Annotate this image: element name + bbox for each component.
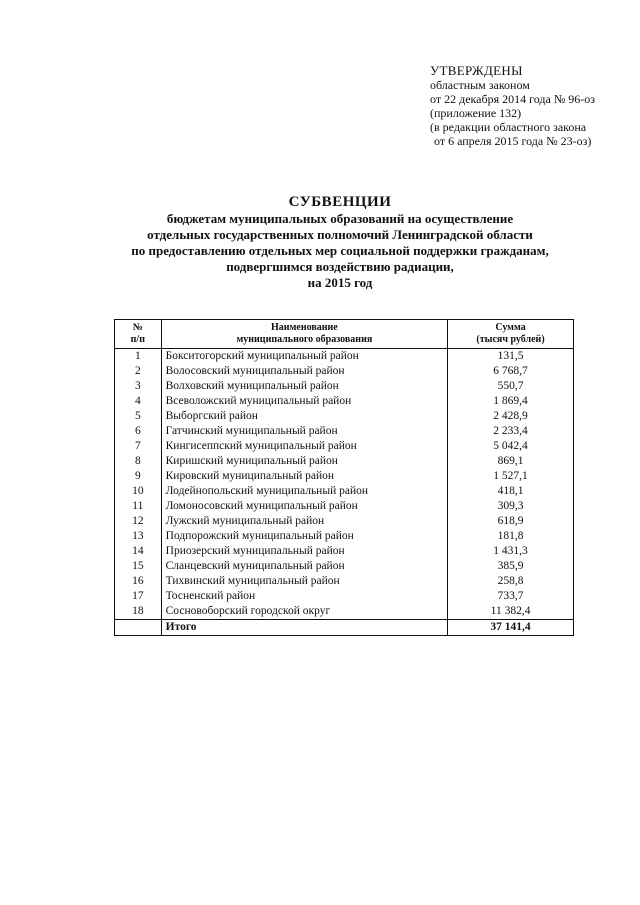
table-row bbox=[115, 529, 574, 544]
cell-num: 8 bbox=[115, 454, 162, 469]
table-row bbox=[115, 454, 574, 469]
cell-num: 11 bbox=[115, 499, 162, 514]
total-num bbox=[115, 620, 162, 636]
table-row bbox=[115, 604, 574, 620]
approval-heading: УТВЕРЖДЕНЫ bbox=[430, 63, 523, 78]
total-label: Итого bbox=[161, 620, 447, 636]
document-title bbox=[60, 193, 620, 291]
cell-name: Приозерский муниципальный район bbox=[161, 544, 447, 559]
cell-name: Тихвинский муниципальный район bbox=[161, 574, 447, 589]
cell-num: 17 bbox=[115, 589, 162, 604]
cell-name: Кингисеппский муниципальный район bbox=[161, 439, 447, 454]
cell-num: 18 bbox=[115, 604, 162, 620]
cell-num: 15 bbox=[115, 559, 162, 574]
subsidies-table bbox=[114, 319, 574, 636]
cell-sum: 618,9 bbox=[448, 514, 574, 529]
cell-name: Сосновоборский городской округ bbox=[161, 604, 447, 620]
total-sum: 37 141,4 bbox=[448, 620, 574, 636]
cell-sum: 131,5 bbox=[448, 349, 574, 365]
cell-num: 16 bbox=[115, 574, 162, 589]
table-row bbox=[115, 484, 574, 499]
cell-sum: 2 428,9 bbox=[448, 409, 574, 424]
table-row bbox=[115, 364, 574, 379]
cell-sum: 1 431,3 bbox=[448, 544, 574, 559]
cell-num: 2 bbox=[115, 364, 162, 379]
table-row bbox=[115, 514, 574, 529]
table-body bbox=[115, 349, 574, 620]
cell-name: Тосненский район bbox=[161, 589, 447, 604]
cell-sum: 5 042,4 bbox=[448, 439, 574, 454]
cell-sum: 385,9 bbox=[448, 559, 574, 574]
cell-sum: 733,7 bbox=[448, 589, 574, 604]
cell-name: Бокситогорский муниципальный район bbox=[161, 349, 447, 365]
cell-sum: 258,8 bbox=[448, 574, 574, 589]
table-row bbox=[115, 499, 574, 514]
cell-num: 10 bbox=[115, 484, 162, 499]
title-line: подвергшимся воздействию радиации, bbox=[226, 259, 454, 274]
cell-name: Гатчинский муниципальный район bbox=[161, 424, 447, 439]
table-row bbox=[115, 559, 574, 574]
approval-line: от 22 декабря 2014 года № 96-оз bbox=[430, 92, 596, 106]
cell-name: Подпорожский муниципальный район bbox=[161, 529, 447, 544]
title-line: по предоставлению отдельных мер социальной поддержки гражданам, bbox=[131, 243, 549, 258]
table-row bbox=[115, 424, 574, 439]
cell-name: Киришский муниципальный район bbox=[161, 454, 447, 469]
cell-num: 5 bbox=[115, 409, 162, 424]
cell-name: Лужский муниципальный район bbox=[161, 514, 447, 529]
cell-num: 9 bbox=[115, 469, 162, 484]
cell-sum: 869,1 bbox=[448, 454, 574, 469]
cell-num: 4 bbox=[115, 394, 162, 409]
approval-line: от 6 апреля 2015 года № 23-оз) bbox=[434, 134, 592, 148]
cell-sum: 1 869,4 bbox=[448, 394, 574, 409]
table-row bbox=[115, 469, 574, 484]
cell-sum: 309,3 bbox=[448, 499, 574, 514]
title-main: СУБВЕНЦИИ bbox=[288, 194, 392, 210]
header-sum: Сумма (тысяч рублей) bbox=[448, 320, 574, 349]
table-row bbox=[115, 544, 574, 559]
table-row bbox=[115, 394, 574, 409]
cell-name: Сланцевский муниципальный район bbox=[161, 559, 447, 574]
cell-sum: 418,1 bbox=[448, 484, 574, 499]
cell-sum: 181,8 bbox=[448, 529, 574, 544]
cell-name: Ломоносовский муниципальный район bbox=[161, 499, 447, 514]
table-header-row bbox=[115, 320, 574, 349]
title-line: бюджетам муниципальных образований на осуществление bbox=[166, 211, 514, 226]
header-name: Наименование муниципального образования bbox=[161, 320, 447, 349]
approval-block bbox=[430, 64, 595, 148]
cell-sum: 550,7 bbox=[448, 379, 574, 394]
table-row bbox=[115, 439, 574, 454]
cell-name: Кировский муниципальный район bbox=[161, 469, 447, 484]
table-row bbox=[115, 349, 574, 365]
table-row bbox=[115, 409, 574, 424]
approval-line: областным законом bbox=[430, 78, 530, 92]
approval-line: (приложение 132) bbox=[430, 106, 522, 120]
cell-num: 13 bbox=[115, 529, 162, 544]
cell-sum: 6 768,7 bbox=[448, 364, 574, 379]
cell-name: Выборгский район bbox=[161, 409, 447, 424]
title-line: на 2015 год bbox=[307, 275, 373, 290]
table-row bbox=[115, 589, 574, 604]
cell-num: 14 bbox=[115, 544, 162, 559]
cell-name: Волосовский муниципальный район bbox=[161, 364, 447, 379]
cell-num: 1 bbox=[115, 349, 162, 365]
cell-sum: 2 233,4 bbox=[448, 424, 574, 439]
header-num: № п/п bbox=[115, 320, 162, 349]
title-line: отдельных государственных полномочий Ленинградской области bbox=[147, 227, 533, 242]
cell-sum: 1 527,1 bbox=[448, 469, 574, 484]
table-row bbox=[115, 574, 574, 589]
cell-sum: 11 382,4 bbox=[448, 604, 574, 620]
cell-name: Волховский муниципальный район bbox=[161, 379, 447, 394]
approval-line: (в редакции областного закона bbox=[430, 120, 587, 134]
cell-name: Всеволожский муниципальный район bbox=[161, 394, 447, 409]
cell-num: 12 bbox=[115, 514, 162, 529]
cell-num: 6 bbox=[115, 424, 162, 439]
cell-name: Лодейнопольский муниципальный район bbox=[161, 484, 447, 499]
total-row bbox=[115, 620, 574, 636]
cell-num: 3 bbox=[115, 379, 162, 394]
table-row bbox=[115, 379, 574, 394]
cell-num: 7 bbox=[115, 439, 162, 454]
